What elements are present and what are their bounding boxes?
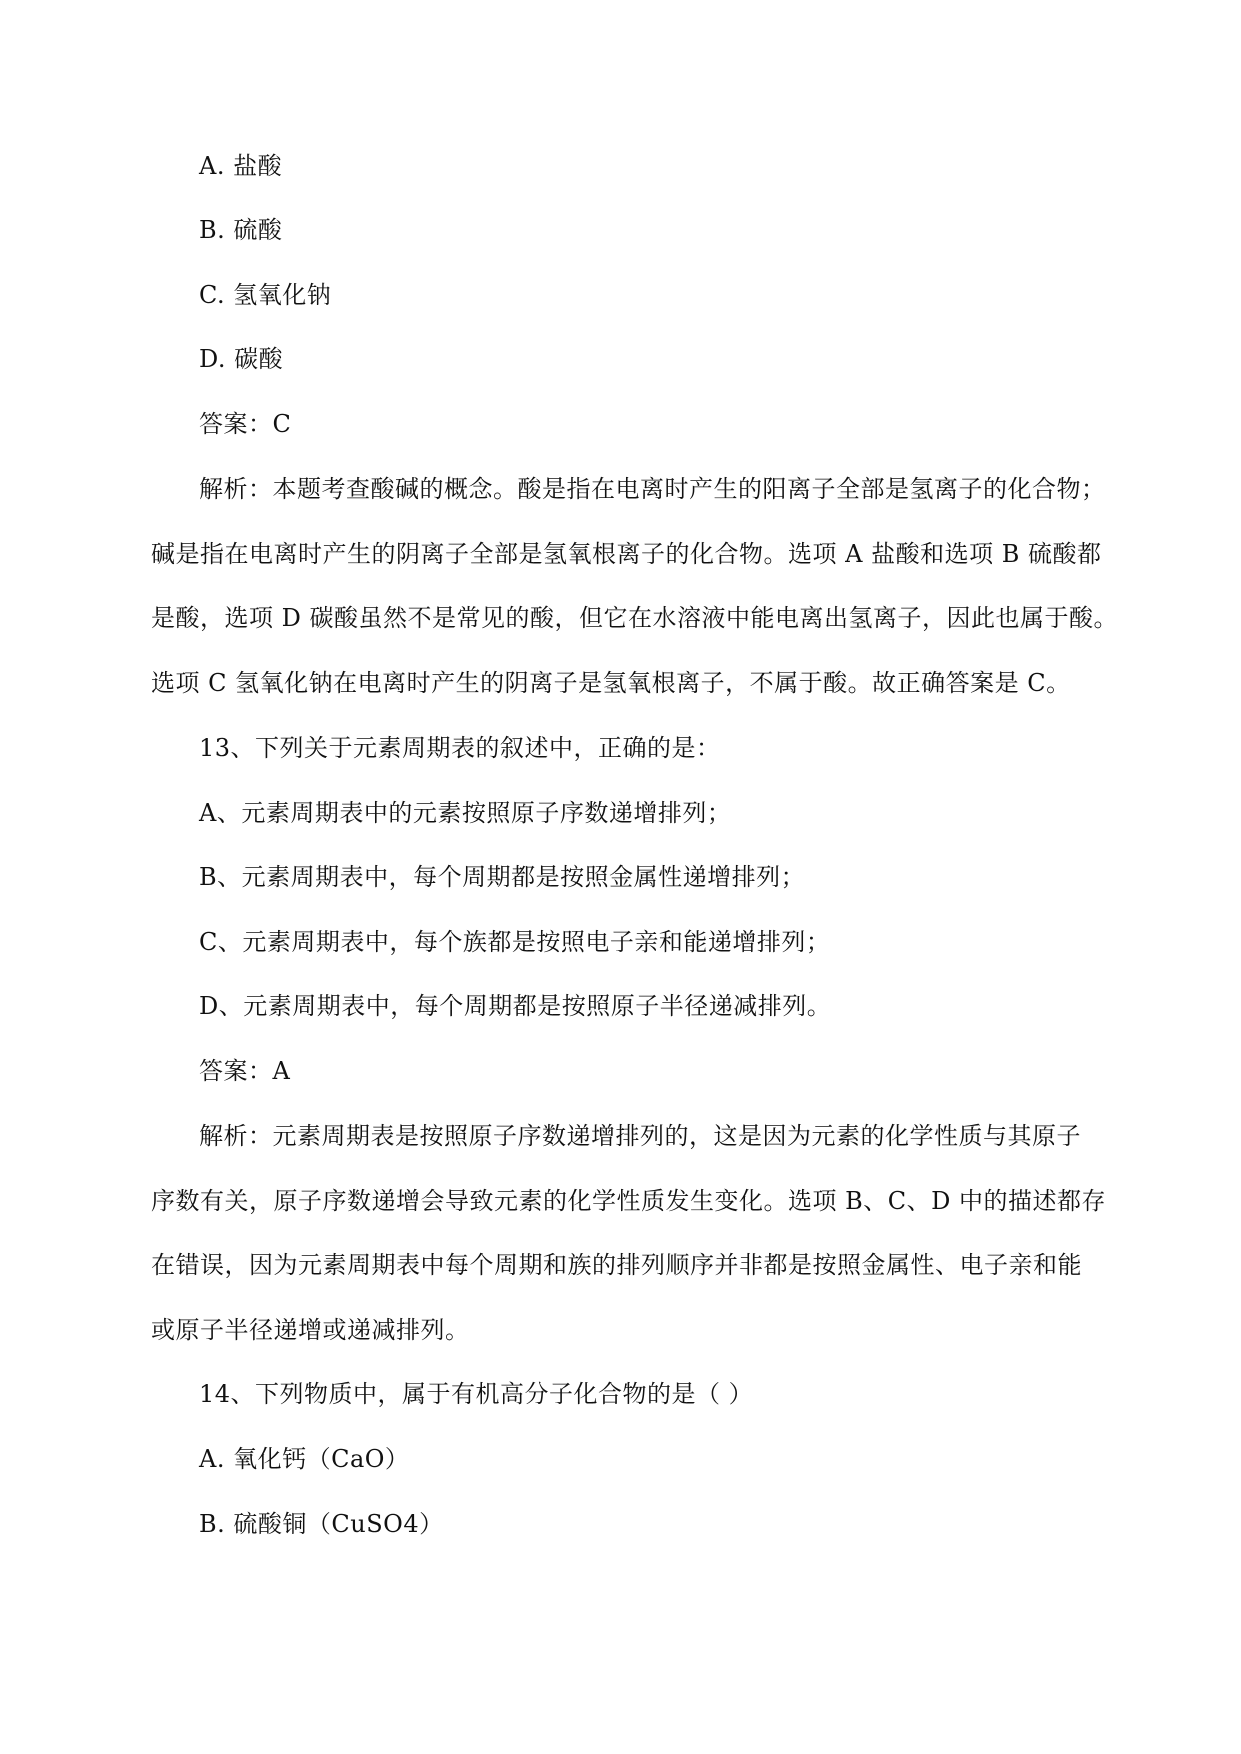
q13-option-c: C、元素周期表中，每个族都是按照电子亲和能递增排列； (199, 928, 831, 956)
q12-analysis-line-4: 选项 C 氢氧化钠在电离时产生的阴离子是氢氧根离子，不属于酸。故正确答案是 C。 (151, 669, 1071, 697)
q14-question: 14、下列物质中，属于有机高分子化合物的是（ ） (199, 1380, 754, 1408)
q12-analysis-line-1: 解析：本题考查酸碱的概念。酸是指在电离时产生的阳离子全部是氢离子的化合物； (199, 475, 1106, 503)
q12-answer: 答案：C (199, 410, 292, 438)
q13-analysis-line-1: 解析：元素周期表是按照原子序数递增排列的，这是因为元素的化学性质与其原子 (199, 1122, 1081, 1150)
q12-analysis-line-3: 是酸，选项 D 碳酸虽然不是常见的酸，但它在水溶液中能电离出氢离子，因此也属于酸。 (151, 604, 1118, 632)
q13-analysis-line-4: 或原子半径递增或递减排列。 (151, 1316, 470, 1344)
q12-analysis-line-2: 碱是指在电离时产生的阴离子全部是氢氧根离子的化合物。选项 A 盐酸和选项 B 硫酸都 (151, 540, 1102, 568)
q13-option-d: D、元素周期表中，每个周期都是按照原子半径递减排列。 (199, 992, 832, 1020)
q13-question: 13、下列关于元素周期表的叙述中，正确的是： (199, 734, 721, 762)
q12-option-d: D. 碳酸 (199, 345, 284, 373)
q13-option-b: B、元素周期表中，每个周期都是按照金属性递增排列； (199, 863, 806, 891)
q13-answer: 答案：A (199, 1057, 291, 1085)
q12-option-b: B. 硫酸 (199, 216, 283, 244)
q14-option-a: A. 氧化钙（CaO） (199, 1445, 410, 1473)
q13-option-a: A、元素周期表中的元素按照原子序数递增排列； (199, 799, 732, 827)
q13-analysis-line-2: 序数有关，原子序数递增会导致元素的化学性质发生变化。选项 B、C、D 中的描述都存 (151, 1187, 1106, 1215)
q13-analysis-line-3: 在错误，因为元素周期表中每个周期和族的排列顺序并非都是按照金属性、电子亲和能 (151, 1251, 1082, 1279)
q14-option-b: B. 硫酸铜（CuSO4） (199, 1510, 444, 1538)
q12-option-c: C. 氢氧化钠 (199, 281, 332, 309)
q12-option-a: A. 盐酸 (199, 152, 283, 180)
